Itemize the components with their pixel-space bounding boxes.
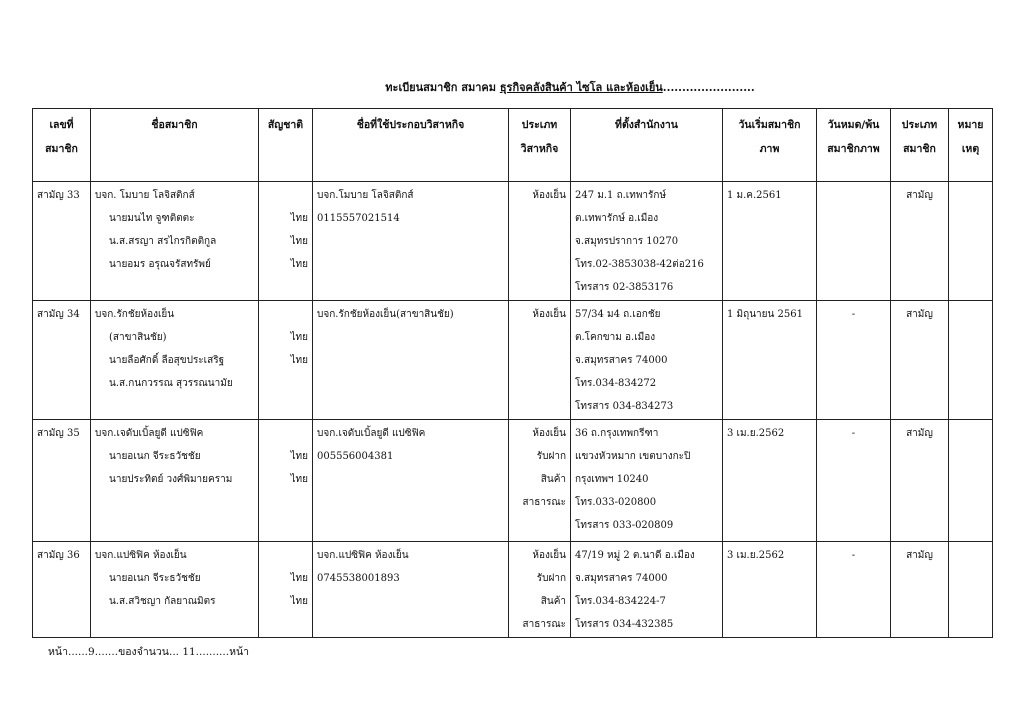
office-address: 47/19 หมู่ 2 ต.นาดี อ.เมือง จ.สมุทรสาคร 74000 โทร.034-834224-7 โทรสาร 034-432385 xyxy=(571,542,723,638)
business-type: ห้องเย็น รับฝาก สินค้า สาธารณะ xyxy=(509,420,571,542)
member-type: สามัญ xyxy=(891,301,949,420)
business-type: ห้องเย็น xyxy=(509,182,571,301)
start-date: 3 เม.ย.2562 xyxy=(723,420,817,542)
col-remark: หมาย เหตุ xyxy=(949,109,993,182)
member-no: สามัญ 35 xyxy=(33,420,91,542)
end-date xyxy=(817,182,891,301)
remark xyxy=(949,301,993,420)
document-title xyxy=(330,78,810,96)
office-address: 247 ม.1 ถ.เทพารักษ์ ต.เทพารักษ์ อ.เมือง จ.สมุทรปราการ 10270 โทร.02-3853038-42ต่อ216 โทรสาร 02-3853176 xyxy=(571,182,723,301)
col-nationality: สัญชาติ xyxy=(259,109,313,182)
page-number-footer: หน้า......9.......ของจำนวน... 11..........หน้า xyxy=(48,646,250,658)
col-business-type: ประเภท วิสาหกิจ xyxy=(509,109,571,182)
col-end-date: วันหมด/พ้น สมาชิกภาพ xyxy=(817,109,891,182)
business-type: ห้องเย็น xyxy=(509,301,571,420)
member-type: สามัญ xyxy=(891,420,949,542)
end-date: - xyxy=(817,420,891,542)
end-date: - xyxy=(817,301,891,420)
col-member-name: ชื่อสมาชิก xyxy=(91,109,259,182)
member-no: สามัญ 33 xyxy=(33,182,91,301)
start-date: 1 มิถุนายน 2561 xyxy=(723,301,817,420)
col-business-name: ชื่อที่ใช้ประกอบวิสาหกิจ xyxy=(313,109,509,182)
business-name: บจก.เจดับเบิ้ลยูดี แปซิฟิค 005556004381 xyxy=(313,420,509,542)
member-names: บจก. โมบาย โลจิสติกส์ นายมนไท จูฑติตตะ น.ส.สรญา สรไกรกิตติกูล นายอมร อรุณจรัสทรัพย์ xyxy=(91,182,259,301)
title-prefix: ทะเบียนสมาชิก สมาคม xyxy=(385,81,500,94)
title-trail: ........................ xyxy=(662,81,755,94)
remark xyxy=(949,182,993,301)
nationality: ไทย ไทย xyxy=(259,542,313,638)
col-office-address: ที่ตั้งสำนักงาน xyxy=(571,109,723,182)
member-type: สามัญ xyxy=(891,182,949,301)
business-name: บจก.แปซิฟิค ห้องเย็น 0745538001893 xyxy=(313,542,509,638)
col-start-date: วันเริ่มสมาชิก ภาพ xyxy=(723,109,817,182)
table-row xyxy=(33,301,993,420)
member-register-table xyxy=(32,108,993,638)
header-row xyxy=(33,109,993,182)
nationality: ไทย ไทย ไทย xyxy=(259,182,313,301)
col-member-type: ประเภท สมาชิก xyxy=(891,109,949,182)
remark xyxy=(949,542,993,638)
table-row xyxy=(33,542,993,638)
start-date: 1 ม.ค.2561 xyxy=(723,182,817,301)
table-row xyxy=(33,182,993,301)
title-association-name: ธุรกิจคลังสินค้า ไซโล และห้องเย็น xyxy=(499,81,663,94)
member-names: บจก.เจดับเบิ้ลยูดี แปซิฟิค นายอเนก จีระธวัชชัย นายประทิตย์ วงศ์พิมายคราม xyxy=(91,420,259,542)
start-date: 3 เม.ย.2562 xyxy=(723,542,817,638)
member-no: สามัญ 34 xyxy=(33,301,91,420)
col-member-no: เลขที่ สมาชิก xyxy=(33,109,91,182)
nationality: ไทย ไทย xyxy=(259,301,313,420)
remark xyxy=(949,420,993,542)
business-name: บจก.โมบาย โลจิสติกส์ 0115557021514 xyxy=(313,182,509,301)
business-type: ห้องเย็น รับฝาก สินค้า สาธารณะ xyxy=(509,542,571,638)
table-row xyxy=(33,420,993,542)
office-address: 57/34 ม4 ถ.เอกชัย ต.โคกขาม อ.เมือง จ.สมุทรสาคร 74000 โทร.034-834272 โทรสาร 034-834273 xyxy=(571,301,723,420)
end-date: - xyxy=(817,542,891,638)
nationality: ไทย ไทย xyxy=(259,420,313,542)
member-names: บจก.แปซิฟิค ห้องเย็น นายอเนก จีระธวัชชัย น.ส.สวิชญา กัลยาณมิตร xyxy=(91,542,259,638)
business-name: บจก.รักชัยห้องเย็น(สาขาสินชัย) xyxy=(313,301,509,420)
member-type: สามัญ xyxy=(891,542,949,638)
member-no: สามัญ 36 xyxy=(33,542,91,638)
member-names: บจก.รักชัยห้องเย็น (สาขาสินชัย) นายลือศักดิ์ ลือสุขประเสริฐ น.ส.กนกวรรณ สุวรรณนามัย xyxy=(91,301,259,420)
office-address: 36 ถ.กรุงเทพกรีฑา แขวงหัวหมาก เขตบางกะปิ กรุงเทพฯ 10240 โทร.033-020800 โทรสาร 033-020809 xyxy=(571,420,723,542)
